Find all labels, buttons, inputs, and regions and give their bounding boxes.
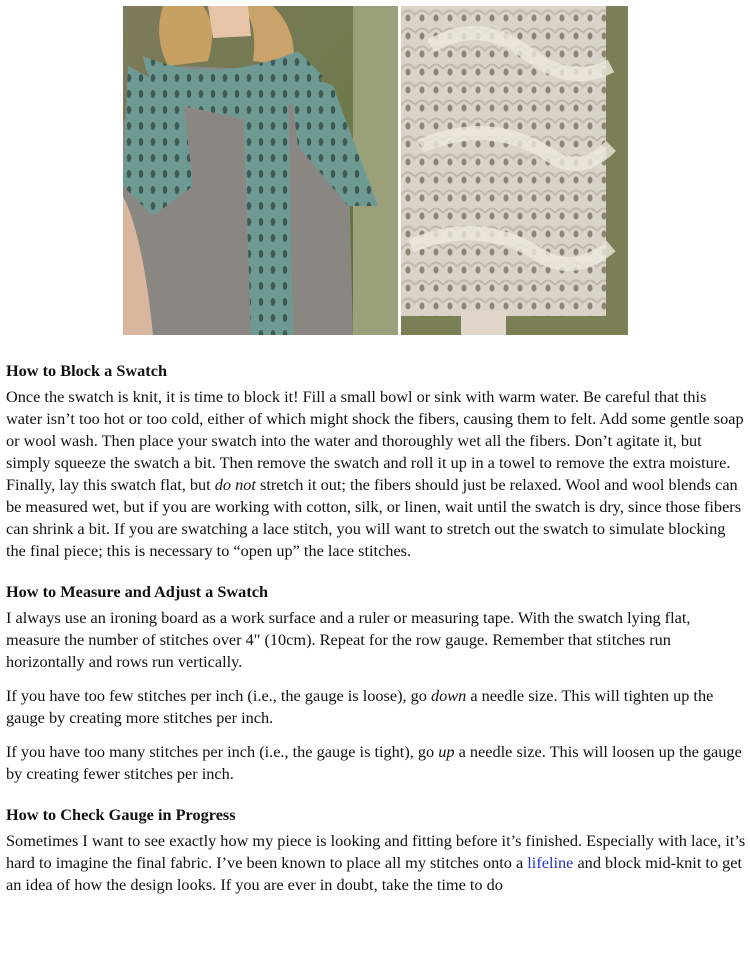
heading-check-gauge: How to Check Gauge in Progress: [6, 805, 236, 824]
paragraph-check-gauge: Sometimes I want to see exactly how my piece is looking and fitting before it’s finished. Especially with lace, it’s hard to imagine the final fabric. I’ve been known to place all my stitches onto a lifeline and block mid-knit to get an idea of how the design looks. If you are ever in doubt, take the time to do: [6, 831, 746, 894]
knit-closeup-drawing: [401, 6, 628, 335]
paragraph-too-few-stitches: If you have too few stitches per inch (i.e., the gauge is loose), go down a needle size. This will tighten up the gauge by creating more stitches per inch.: [6, 686, 714, 727]
heading-measure-swatch: How to Measure and Adjust a Swatch: [6, 582, 269, 601]
photo-row: [123, 6, 628, 335]
scarf-photo-drawing: [123, 6, 398, 335]
paragraph-measure: I always use an ironing board as a work surface and a ruler or measuring tape. With the swatch lying flat, measure the number of stitches over 4" (10cm). Repeat for the row gauge. Remember that stitches run horizontally and rows run vertically.: [6, 608, 691, 671]
heading-block-swatch: How to Block a Swatch: [6, 361, 168, 380]
scarf-photo: [123, 6, 398, 335]
knit-closeup-photo: [401, 6, 628, 335]
paragraph-too-many-stitches: If you have too many stitches per inch (i.e., the gauge is tight), go up a needle size. This will loosen up the gauge by creating fewer stitches per inch.: [6, 742, 742, 783]
paragraph-block-swatch: Once the swatch is knit, it is time to block it! Fill a small bowl or sink with warm water. Be careful that this water isn’t too hot or too cold, either of which might shock the fibers, causing them to felt. Add some gentle soap or wool wash. Then place your swatch into the water and thoroughly wet all the fibers. Don’t agitate it, but simply squeeze the swatch a bit. Then remove the swatch and roll it up in a towel to remove the extra moisture. Finally, lay this swatch flat, but do not stretch it out; the fibers should just be relaxed. Wool and wool blends can be measured wet, but if you are working with cotton, silk, or linen, wait until the swatch is dry, since those fibers can shrink a bit. If you are swatching a lace stitch, you will want to stretch out the swatch to simulate blocking the final piece; this is necessary to “open up” the lace stitches.: [6, 387, 744, 560]
lifeline-link[interactable]: lifeline: [527, 853, 574, 872]
article-body: [6, 360, 746, 896]
